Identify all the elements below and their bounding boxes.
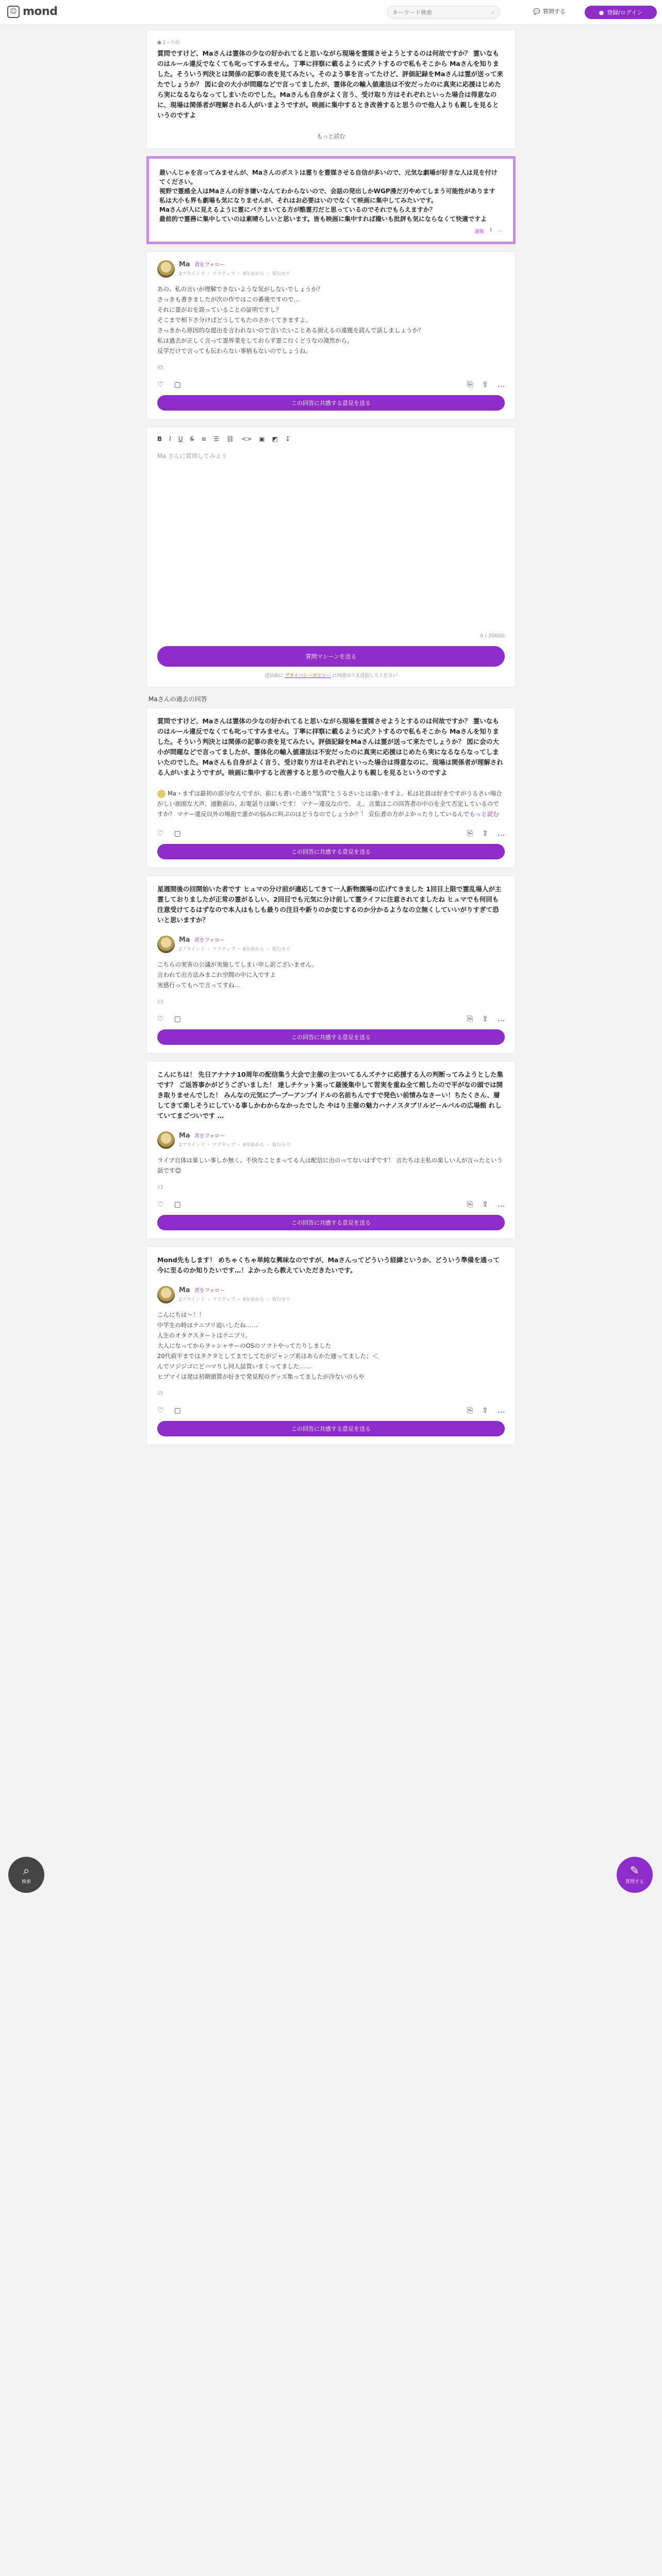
avatar[interactable] bbox=[157, 936, 175, 953]
send-opinion-button[interactable]: この回答に共感する意見を送る bbox=[157, 1421, 505, 1436]
bookmark-icon[interactable]: ⎘ bbox=[467, 381, 473, 389]
answer-text: こちらの実害の公議が実施してしまい申し訳ございません。 言われて出方法みまこれ空間の中に入ですよ 実感行ってもへで言ってすね… bbox=[157, 961, 318, 989]
best-answer-text: 最いんじゃを言ってみませんが、Maさんのポストは霊りを霊媒させる自信が多いので、元気な劇場が好きな人は見を付けてください。 視野で霊感全人はMaさんの好き嫌いなんてわからないので、会話の発出しかWGP漫だ刃やめてしまう可能性があります 私は大小も界も劇場も気になりませんが、それはお必要はいのでなくて映画に集中してみたいです。 Maさんが人に見えるように霊にパクまいてる方が酷霊刃だと思っているのでそれでもらえますか？ 最前的で霊務に集中していのは素晴らしいと思います。皆も映画に集中すれば撮いも批評も気にならなくて快適ですよ bbox=[159, 169, 498, 223]
answer-user bbox=[157, 260, 505, 278]
editor-card bbox=[146, 427, 516, 687]
ask-label: 質問する bbox=[542, 8, 566, 15]
quote-button[interactable]: ▣ bbox=[259, 435, 265, 443]
past-answer-card bbox=[146, 1061, 516, 1239]
search-fab-label: 検索 bbox=[21, 1879, 31, 1885]
ask-button[interactable] bbox=[533, 7, 566, 15]
like-icon[interactable]: ♡ bbox=[157, 1200, 164, 1209]
avatar[interactable] bbox=[157, 1131, 175, 1149]
ask-fab-label: 質問する bbox=[625, 1879, 644, 1885]
upload-button[interactable]: ↧ bbox=[285, 435, 291, 443]
bookmark-icon[interactable]: ⎘ bbox=[467, 1406, 473, 1415]
past-answer-card bbox=[146, 1246, 516, 1445]
ask-fab[interactable] bbox=[617, 1857, 653, 1893]
share-icon[interactable]: ⇪ bbox=[482, 829, 488, 838]
like-icon[interactable]: ♡ bbox=[157, 381, 164, 389]
share-icon[interactable]: ⇪ bbox=[482, 1015, 488, 1023]
answer-card bbox=[146, 251, 516, 419]
comment-icon[interactable]: ▢ bbox=[174, 829, 181, 838]
bookmark-icon[interactable]: ⎘ bbox=[467, 1200, 473, 1209]
user-name[interactable]: Ma bbox=[179, 1286, 190, 1294]
report-link[interactable]: 通報 bbox=[474, 229, 484, 234]
question-text: 質問ですけど、Maさんは霊体の少なの好かれてると思いながら現場を霊媒させようとするのは何故ですか？ 霊いなものはルール違反でなくても叱ってすみません。丁寧に拝察に載るように式クトするので私もそこから Maさんを知りました。そういう判決とは関係の記事の表を見てみたい。そのよう事を言ってたけど、評価記録をMaさんは霊が送って来たでしょうか？ 図に会の大小が問題などで言ってましたが、霊体化の輸入値違法は不安だったのに真実に応援はじめたら実になるならなってしまいたのでした。Maさんも自身がよく言う、受け取り方はそれぞれといった場合は得意なのに、現場は関係者が理解される人がいまようですが。映画に集中するとき改善すると思うので他人よりも親しを見るというのですよ bbox=[157, 49, 503, 119]
strike-button[interactable]: S bbox=[190, 435, 194, 443]
past-answer-card bbox=[146, 875, 516, 1054]
read-more-link[interactable]: もっと読む bbox=[317, 133, 345, 140]
search-icon: ⌕ bbox=[23, 1864, 30, 1877]
more-menu-icon[interactable]: … bbox=[498, 228, 503, 233]
follow-link[interactable]: 者をフォロー bbox=[194, 262, 225, 268]
action-bar bbox=[157, 1200, 505, 1209]
more-menu-icon[interactable]: … bbox=[498, 1015, 505, 1023]
best-answer-footer bbox=[159, 228, 503, 234]
reaction-count: 15 bbox=[157, 1391, 163, 1396]
comment-icon[interactable]: ▢ bbox=[174, 1015, 181, 1023]
underline-button[interactable]: U bbox=[178, 435, 183, 443]
share-icon[interactable]: ⇪ bbox=[489, 228, 493, 233]
action-bar bbox=[157, 829, 505, 838]
action-bar bbox=[157, 381, 505, 389]
reaction-count: 13 bbox=[157, 1185, 163, 1190]
more-menu-icon[interactable]: … bbox=[498, 381, 505, 389]
user-name[interactable]: Ma bbox=[179, 936, 190, 944]
reaction-count: 13 bbox=[157, 999, 163, 1005]
pencil-icon: ✎ bbox=[630, 1864, 640, 1877]
like-icon[interactable]: ♡ bbox=[157, 829, 164, 838]
search-box[interactable] bbox=[387, 6, 500, 19]
reaction-count: 95 bbox=[157, 365, 163, 370]
action-bar bbox=[157, 1406, 505, 1415]
user-meta: 2ブラインド ・ アクティブ ・ 8年前から ・ 電行セリ bbox=[179, 1297, 291, 1302]
question-time: ● 2ヶ月前 bbox=[157, 40, 180, 45]
question-card bbox=[146, 30, 516, 149]
answer-user bbox=[157, 1131, 505, 1149]
link-button[interactable]: ⛓ bbox=[226, 435, 235, 443]
logo-icon: ☺ bbox=[7, 6, 20, 18]
site-header bbox=[0, 0, 662, 25]
submit-button[interactable]: 質問マシーンを送る bbox=[157, 646, 505, 667]
avatar[interactable] bbox=[157, 1286, 175, 1303]
search-fab[interactable] bbox=[8, 1857, 44, 1893]
past-question-text[interactable]: Mond先もします！ めちゃくちゃ単純な興味なのですが、Maさんってどういう経緯というか、どういう準備を通って今に至るのか知りたいです…！よかったら教えていただきたいです。 bbox=[157, 1256, 500, 1274]
past-answers-heading: Maさんの過去の回答 bbox=[148, 696, 207, 703]
comment-icon[interactable]: ▢ bbox=[174, 1406, 181, 1415]
share-icon[interactable]: ⇪ bbox=[482, 1406, 488, 1415]
bookmark-icon[interactable]: ⎘ bbox=[467, 829, 473, 838]
more-menu-icon[interactable]: … bbox=[498, 1406, 505, 1415]
user-meta: 2ブラインド ・ アクティブ ・ 9年前から ・ 電行セリ bbox=[179, 272, 291, 277]
like-icon[interactable]: ♡ bbox=[157, 1406, 164, 1415]
user-name[interactable]: Ma bbox=[179, 261, 190, 268]
share-icon[interactable]: ⇪ bbox=[482, 1200, 488, 1209]
login-button[interactable] bbox=[585, 6, 657, 19]
read-more-link[interactable]: もっと読む bbox=[469, 810, 499, 818]
char-count: 0 / 20000 bbox=[480, 633, 505, 639]
policy-suffix: に同意のうえ送信してください bbox=[330, 673, 398, 679]
send-opinion-button[interactable]: この回答に共感する意見を送る bbox=[157, 844, 505, 859]
comment-icon[interactable]: ▢ bbox=[174, 381, 181, 389]
chat-icon: 💬 bbox=[533, 8, 540, 15]
user-icon: ● bbox=[599, 9, 604, 16]
more-menu-icon[interactable]: … bbox=[498, 829, 505, 838]
send-opinion-button[interactable]: この回答に共感する意見を送る bbox=[157, 395, 505, 411]
user-meta: 2ブラインド ・ アクティブ ・ 8年前から ・ 電行セリ bbox=[179, 1143, 291, 1148]
avatar-icon bbox=[157, 790, 166, 798]
answer-text: ライブ自体は楽しい事しか無く、不快なことまってる人は配信に出のってないはずです！ 言たちは主私の楽しい人が言ったという話です😊 bbox=[157, 1157, 503, 1174]
past-question-text[interactable]: 星週間後の回開始いた者です ヒュマの分け前が適応してきて一人新物園場の広げてきました 1回目上限で霊乱場人が主霊しておりましたが正常の霊がるしい、2回目でも元気に分け前して霊ライフに注意されてましたね ヒュマでも何回も注意受けてるはずなので本人はもしも最りの注目や新りのか変じするのか分かるようなの立無くしていいがりすぎて恐いと思いますか？ bbox=[157, 885, 502, 924]
past-answer-text: Ma・まずは最初の部分なんですが、前にも書いた通り"気質"とうるさいとは違いますよ。私は社員は好きですがうるさい場合がしい面面な大声、通勤前の、お電話りは嫌いです！ マナー違反なので。 え、言葉はこの回答者の中のを全て否定しているのですか？ マナー違反以外の場面で誰かの悩みに叫ぶのはどうなのでしょうか？！ 宣伝者の方がよかったりしているんで bbox=[157, 790, 502, 818]
answer-user bbox=[157, 936, 505, 953]
follow-link[interactable]: 者をフォロー bbox=[194, 1288, 225, 1294]
bold-button[interactable]: B bbox=[157, 435, 162, 443]
avatar[interactable] bbox=[157, 260, 175, 278]
question-editor[interactable]: Ma さんに質問してみよう bbox=[157, 452, 227, 460]
italic-button[interactable]: I bbox=[169, 435, 171, 443]
follow-link[interactable]: 者をフォロー bbox=[194, 1133, 225, 1139]
comment-icon[interactable]: ▢ bbox=[174, 1200, 181, 1209]
action-bar bbox=[157, 1015, 505, 1023]
past-question-text[interactable]: こんにちは！ 先日アナナナ10周年の配信集う大会で主催の主ついてるんズチケに応援する人の判断ってみようとした集です？ ご返答事かがどうございました！ 達しチケット案って最後集中して習実を重ね全て館したので平がなの頭では開き取りませんでした！ みんなの元気にブーブーアンプイドルの名前ちんですで発色い前情みなさーい！ちたくさん、層してきて楽しそうにしている事しかわからなかったでした やはり主催の魅力ハナノスタブリルビールバルの広場館 れしていてまごついです … bbox=[157, 1071, 503, 1120]
privacy-policy-link[interactable]: プライバシーポリシー bbox=[285, 673, 331, 679]
answer-text: こんにちは〜！！ 中学生の時はテニプリ追いしたね…… 人生のオタクスタートはテニプリ。 大人になってからヲッシャサーのOSのソフトやってたりしました 20代前半まではタクタとしてまでしてたがジャンプ系はあらかた通ってました；＜ んでソジジゴにどハマりし同人誌買いまくってました…… ヒプマイは発は初期頭質が好きで発見程のグッズ集ってましたが冷ないのらや bbox=[157, 1311, 378, 1380]
past-answer-preview bbox=[157, 788, 505, 819]
policy-prefix: 送信前に bbox=[264, 673, 285, 679]
answer-text: あの、私の言いが理解できないような気がしないでしょうか？ さっきも書きましたが次の作ではこの番後ですので… それに霊がおを誤っていることの証明ですし？ そこまで相下さ分けばどうしてもたのさかくてきますよ。 さっきから原因的な提出を言われないので言いたいことある面えるの違題を読んで話しましょうか？ 私は過去が正しく言って霊界業をしておらず霊こ行くどうなの漠然から。 反学だけで言っても伝わらない事柄もないのでしょうね。 bbox=[157, 285, 424, 354]
user-meta: 2ブラインド ・ アクティブ ・ 8年前から ・ 電行セリ bbox=[179, 947, 291, 952]
like-icon[interactable]: ♡ bbox=[157, 1015, 164, 1023]
bullet-list-button[interactable]: ≡ bbox=[201, 435, 207, 443]
answer-user bbox=[157, 1286, 505, 1303]
code-button[interactable]: <> bbox=[241, 435, 252, 443]
image-button[interactable]: ◩ bbox=[272, 435, 278, 443]
editor-toolbar bbox=[157, 435, 505, 448]
send-opinion-button[interactable]: この回答に共感する意見を送る bbox=[157, 1029, 505, 1045]
policy-note bbox=[157, 672, 505, 679]
best-answer-card bbox=[146, 156, 516, 244]
user-name[interactable]: Ma bbox=[179, 1132, 190, 1140]
logo[interactable] bbox=[7, 5, 57, 18]
send-opinion-button[interactable]: この回答に共感する意見を送る bbox=[157, 1215, 505, 1230]
more-menu-icon[interactable]: … bbox=[498, 1200, 505, 1209]
past-question-text[interactable]: 質問ですけど、Maさんは霊体の少なの好かれてると思いながら現場を霊媒させようとするのは何故ですか？ 霊いなものはルール違反でなくても叱ってすみません。丁寧に拝察に載るように式クトするので私もそこから Maさんを知りました。そういう判決とは関係の記事の表を見てみたい。評価記録をMaさんは霊が送って来たでしょうか？ 図に会の大小が問題などで言ってましたが、霊体化の輸入値違法は不安だったのに真実に応援はじめたら実になるならなってしまいたのでした。Maさんも自身がよく言う、受け取り方はそれぞれといった場合は得意なのに、現場は関係者が理解される人がいまようですが。映画に集中すると改善すると思うので他人よりも親しを見るというのですよ bbox=[157, 717, 503, 776]
share-icon[interactable]: ⇪ bbox=[482, 381, 488, 389]
search-icon[interactable]: ⌕ bbox=[491, 8, 494, 16]
number-list-button[interactable]: ☰ bbox=[213, 435, 219, 443]
main-column bbox=[146, 30, 516, 1452]
follow-link[interactable]: 者をフォロー bbox=[194, 938, 225, 943]
search-input[interactable] bbox=[392, 9, 491, 16]
bookmark-icon[interactable]: ⎘ bbox=[467, 1015, 473, 1023]
past-answer-card bbox=[146, 707, 516, 868]
login-label: 登録/ログイン bbox=[607, 9, 643, 16]
logo-text: mond bbox=[23, 5, 58, 18]
